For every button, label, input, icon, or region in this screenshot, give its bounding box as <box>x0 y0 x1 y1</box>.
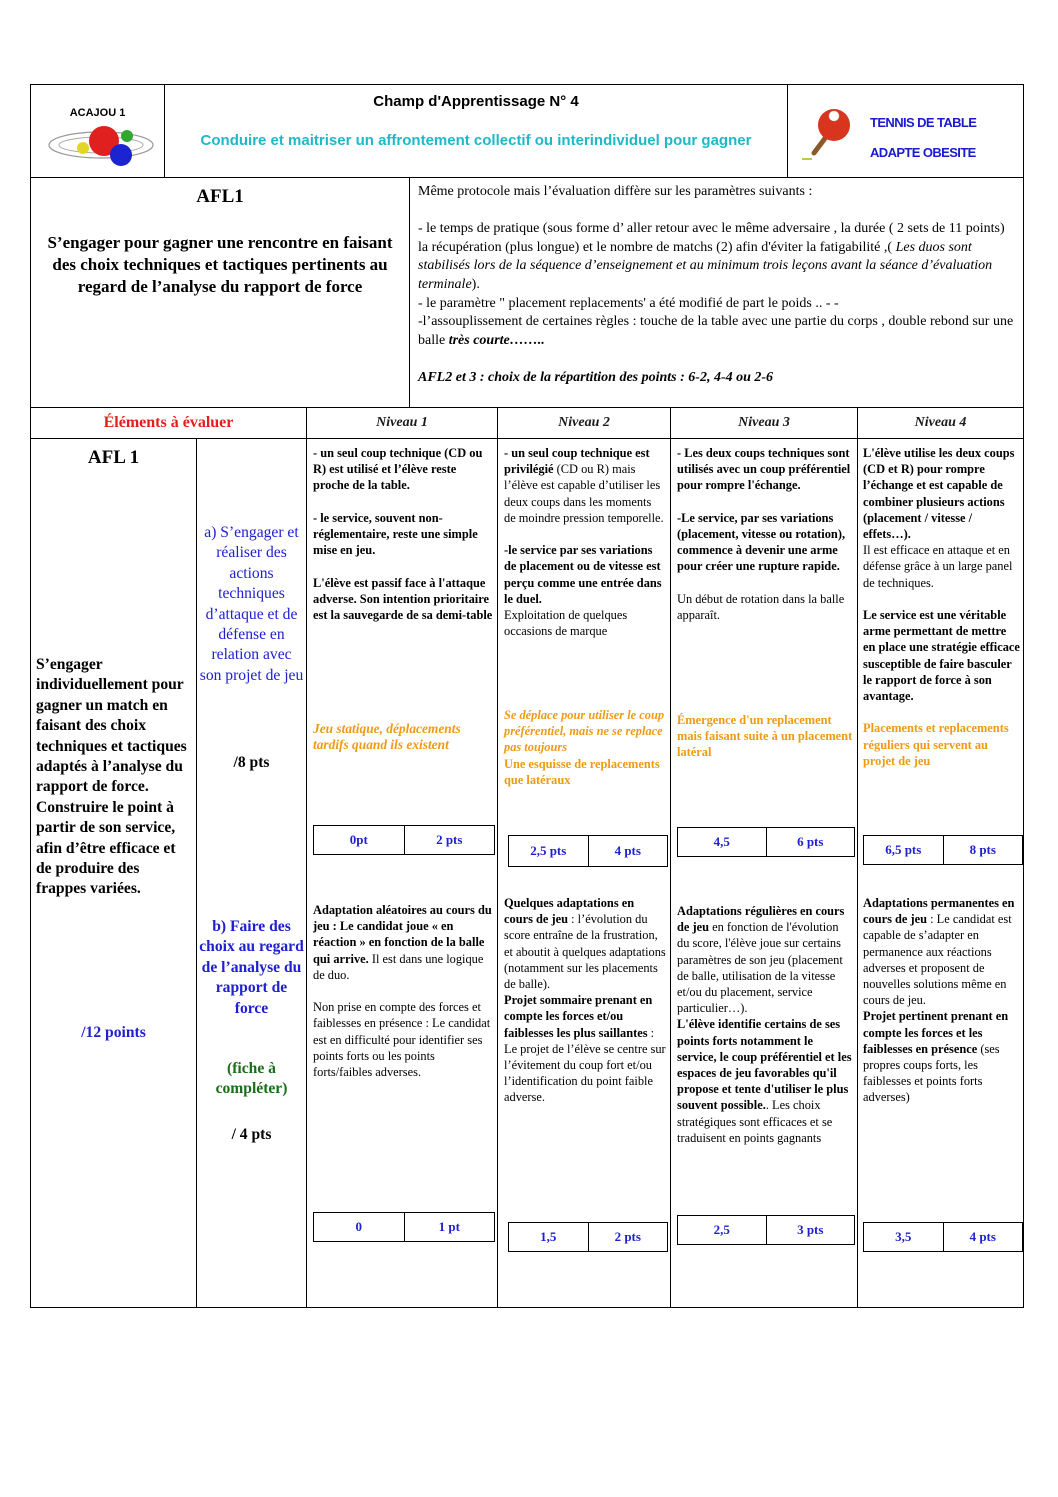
level-1-a-score-min: 0pt <box>349 832 368 847</box>
level-3-b-identification: . Les choix stratégiques sont efficaces et se traduisent en points gagnants <box>677 1098 833 1145</box>
protocol-item-rules <box>418 313 1017 350</box>
level-2-a-score-range <box>508 835 668 867</box>
level-1-a-technique: - un seul coup technique (CD ou R) est utilisé et l’élève reste proche de la table. <box>313 446 483 493</box>
level-1-b-adaptation-tail: Il est dans une logique de duo. <box>313 951 484 982</box>
level-3-a-score-max: 6 pts <box>766 828 855 856</box>
level-2-a-scoring: Exploitation de quelques occasions de marque <box>504 608 628 639</box>
level-2-a-movement-sketch: Une esquisse de replacements que latéraux <box>504 756 660 787</box>
level-4-cell <box>857 438 1024 1308</box>
protocol-item-time-end: ). <box>471 276 480 292</box>
level-1-a-service: - le service, souvent non-réglementaire, reste une simple mise en jeu. <box>313 510 478 558</box>
level-2-b-adaptation: : l’évolution du score entraîne de la frustration, et aboutit à quelques adaptations (notamment sur les placements de balle). <box>504 912 666 992</box>
level-2-a-score-max: 4 pts <box>588 836 668 866</box>
afl-title: AFL1 <box>196 186 244 207</box>
level-2-a-service: -le service par ses variations de placement ou de vitesse est perçu comme une entrée dans le duel. <box>504 543 662 606</box>
protocol-afl23-note: AFL2 et 3 : choix de la répartition des points : 6-2, 4-4 ou 2-6 <box>418 369 774 385</box>
level-4-a-efficiency: Il est efficace en attaque et en défense grâce à un large panel de techniques. <box>863 543 1013 590</box>
criterion-a-label: a) S’engager et réaliser des actions techniques d’attaque et de défense en relation avec son projet de jeu <box>199 524 304 684</box>
header-logo-cell <box>30 84 165 178</box>
level-4-b-adaptation: : Le candidat est capable de s’adapter en permanence aux réactions adverses et proposent de nouvelles solutions même en cours de jeu. <box>863 912 1012 1008</box>
level-1-b-score-min: 0 <box>355 1219 362 1234</box>
afl-summary-cell <box>30 177 410 408</box>
level-4-a-score-min: 6,5 pts <box>885 842 922 857</box>
protocol-item-time-note: Les duos sont stabilisés lors de la séquence d’enseignement et au minimum trois leçons avant la séance d’évaluation terminale <box>418 239 993 292</box>
afl1-total-points: /12 points <box>81 1024 146 1041</box>
level-1-b-adaptation: Adaptation aléatoires au cours du jeu : Le candidat joue « en réaction » en fonction de la balle qui arrive. <box>313 903 492 966</box>
level-3-b-score-range <box>677 1215 855 1245</box>
level-4-b-project: (ses propres coups forts, les faiblesses et points forts adverses) <box>863 1041 1000 1105</box>
level-1-a-text <box>313 445 493 623</box>
level-3-a-service: -Le service, par ses variations (placement, vitesse ou rotation), commence à devenir une arme pour créer une rupture rapide. <box>677 510 846 574</box>
level-3-a-score-min: 4,5 <box>713 834 730 849</box>
level-4-a-movement: Placements et replacements réguliers qui servent au projet de jeu <box>863 721 1009 768</box>
level-1-b-score-range <box>313 1212 495 1242</box>
level-4-a-text <box>863 445 1020 769</box>
level-2-b-text <box>504 895 666 1106</box>
level-3-a-score-range <box>677 827 855 857</box>
afl1-description: S’engager individuellement pour gagner un match en faisant des choix techniques et tactiques adaptés à l’analyse du rapport de force. Construire le point à partir de son service, afin d’être efficace et de produire des frappes variées. <box>36 656 187 898</box>
level-3-b-score-min: 2,5 <box>713 1222 730 1237</box>
elements-header: Éléments à évaluer <box>30 407 307 439</box>
level-2-b-project-bold: Projet sommaire prenant en compte les forces et/ou faiblesses les plus saillantes <box>504 993 653 1040</box>
level-4-header: Niveau 4 <box>857 407 1024 439</box>
header-title-cell <box>164 84 788 178</box>
protocol-text <box>418 183 1017 388</box>
atom-logo-icon <box>39 121 159 171</box>
level-1-b-analysis: Non prise en compte des forces et faiblesses en présence : Le candidat est en difficulté pour identifier ses points forts ou les points forts/faibles adverses. <box>313 1000 491 1080</box>
level-1-a-attitude: L'élève est passif face à l'attaque adverse. Son intention prioritaire est la sauvegarde de sa demi-table <box>313 575 493 623</box>
level-1-a-score-max: 2 pts <box>404 826 495 854</box>
level-2-a-technique: (CD ou R) mais l’élève est capable d’utiliser les deux coups dans les moments de moindre pression temporelle. <box>504 462 664 525</box>
level-3-b-adaptation-bold: Adaptations régulières en cours de jeu <box>677 904 845 935</box>
level-4-b-project-bold: Projet pertinent prenant en compte les forces et les faiblesses en présence <box>863 1009 1009 1056</box>
level-2-b-score-min: 1,5 <box>540 1229 557 1244</box>
level-2-a-movement <box>504 707 666 788</box>
level-3-cell <box>670 438 858 1308</box>
sport-label-line2: ADAPTE OBESITE <box>870 145 976 160</box>
page-title: Champ d'Apprentissage N° 4 <box>373 93 579 110</box>
level-2-a-score-min: 2,5 pts <box>530 843 567 858</box>
level-4-b-score-max: 4 pts <box>943 1223 1023 1251</box>
protocol-item-time-text: - le temps de pratique (sous forme d’ aller retour avec le même adversaire , la durée ( 2 sets de 11 points) la récupération (plus longue) et le nombre de matchs (2) afin d'éviter la fatigabilité ,( <box>418 221 1005 255</box>
level-4-b-score-min: 3,5 <box>895 1229 912 1244</box>
protocol-item-rules-text: -l’assouplissement de certaines règles : touche de la table avec une partie du corps , double rebond sur une balle <box>418 314 1014 348</box>
criterion-b-points: / 4 pts <box>231 1126 272 1143</box>
level-4-b-text <box>863 895 1020 1106</box>
protocol-item-rules-emphasis: très courte…….. <box>448 332 545 348</box>
level-4-a-score-max: 8 pts <box>943 836 1023 864</box>
level-2-b-adaptation-bold: Quelques adaptations en cours de jeu <box>504 896 635 927</box>
level-3-a-technique: - Les deux coups techniques sont utilisés avec un coup préférentiel pour rompre l'échange. <box>677 446 851 493</box>
afl1-label: AFL 1 <box>87 447 140 468</box>
level-1-b-text <box>313 902 493 1080</box>
criterion-b-worksheet-note: (fiche à compléter) <box>215 1060 288 1098</box>
criterion-a-points: /8 pts <box>233 754 270 771</box>
level-2-b-score-max: 2 pts <box>588 1223 668 1251</box>
level-4-b-score-range <box>863 1222 1023 1252</box>
level-1-header: Niveau 1 <box>306 407 498 439</box>
level-3-a-movement: Émergence d'un replacement mais faisant suite à un placement latéral <box>677 713 853 760</box>
level-2-b-score-range <box>508 1222 668 1252</box>
level-2-a-technique-bold: - un seul coup technique est privilégié <box>504 446 650 477</box>
level-1-cell <box>306 438 498 1308</box>
protocol-item-placement: - le paramètre " placement replacements' a été modifié de part le poids .. - - <box>418 295 839 311</box>
afl-criteria-cell <box>30 438 197 1308</box>
criterion-b-label: b) Faire des choix au regard de l’analyse du rapport de force <box>199 918 304 1017</box>
level-2-a-movement-italic: Se déplace pour utiliser le coup préférentiel, mais ne se replace pas toujours <box>504 708 665 755</box>
protocol-intro: Même protocole mais l’évaluation diffère sur les paramètres suivants : <box>418 184 813 199</box>
level-2-b-project: : Le projet de l’élève se centre sur l’évitement du coup fort et/ou l’identification du point faible adverse. <box>504 1025 666 1105</box>
level-2-a-text <box>504 445 666 639</box>
afl-description: S’engager pour gagner une rencontre en faisant des choix techniques et tactiques pertinents au regard de l’analyse du rapport de force <box>47 233 393 296</box>
level-4-a-service: Le service est une véritable arme permettant de mettre en place une stratégie efficace susceptible de faire basculer le rapport de force à son avantage. <box>863 608 1020 704</box>
level-1-b-score-max: 1 pt <box>404 1213 495 1241</box>
ping-pong-paddle-icon <box>800 103 860 163</box>
level-2-header: Niveau 2 <box>497 407 671 439</box>
sub-criteria-cell <box>196 438 307 1308</box>
level-4-a-score-range <box>863 835 1023 865</box>
level-3-header: Niveau 3 <box>670 407 858 439</box>
level-4-b-adaptation-bold: Adaptations permanentes en cours de jeu <box>863 896 1015 927</box>
protocol-cell <box>409 177 1024 408</box>
level-2-cell <box>497 438 671 1308</box>
level-3-b-score-max: 3 pts <box>766 1216 855 1244</box>
level-1-a-movement: Jeu statique, déplacements tardifs quand ils existent <box>313 721 461 753</box>
level-3-b-adaptation: en fonction de l'évolution du score, l'élève joue sur certains paramètres de son jeu (placement de balle, utilisation de la vitesse et/ou du placement, service particulier…). <box>677 920 843 1016</box>
level-1-a-score-range <box>313 825 495 855</box>
protocol-item-time <box>418 220 1017 294</box>
logo-label: ACAJOU 1 <box>69 107 126 119</box>
level-4-a-technique: L'élève utilise les deux coups (CD et R) pour rompre l’échange et est capable de combiner plusieurs actions (placement / vitesse / effets…). <box>863 446 1015 542</box>
page-subtitle: Conduire et maitriser un affrontement collectif ou interindividuel pour gagner <box>200 132 752 149</box>
level-3-b-text <box>677 903 853 1146</box>
level-3-b-identification-bold: L'élève identifie certains de ses points forts notamment le service, le coup préférentiel et les espaces de jeu favorables qu'il propose et tente d'utiliser le plus souvent possible. <box>677 1017 852 1113</box>
header-sport-cell <box>787 84 1024 178</box>
level-3-a-text <box>677 445 853 623</box>
level-3-a-rotation: Un début de rotation dans la balle apparaît. <box>677 591 845 623</box>
sport-label-line1: TENNIS DE TABLE <box>870 115 977 130</box>
